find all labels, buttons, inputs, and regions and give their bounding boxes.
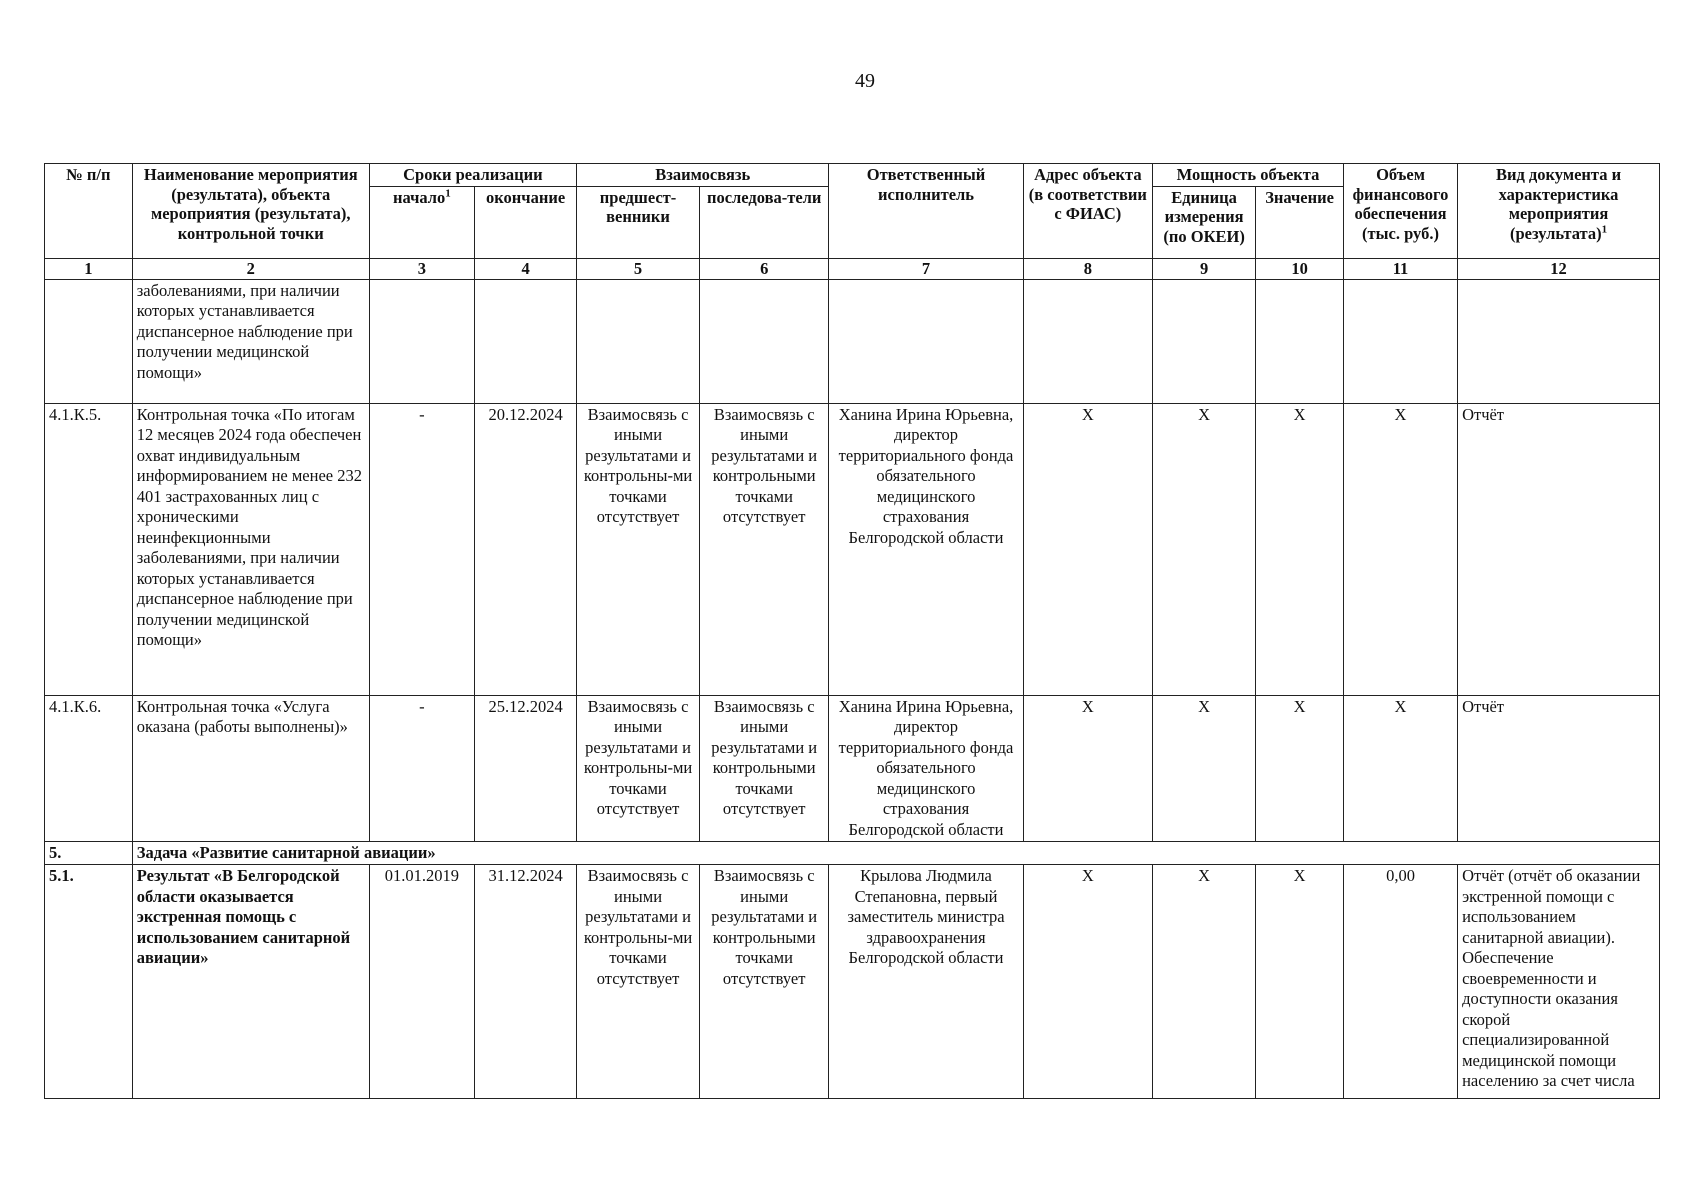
row-end xyxy=(475,279,577,403)
row-successors: Взаимосвязь с иными результатами и контрольными точками отсутствует xyxy=(699,403,828,695)
row-financing: Х xyxy=(1343,695,1457,842)
header-col-start-text: начало xyxy=(392,187,446,207)
row-value: Х xyxy=(1256,865,1344,1099)
header-row-1 xyxy=(45,164,1660,187)
row-successors: Взаимосвязь с иными результатами и контрольными точками отсутствует xyxy=(699,695,828,842)
row-end: 20.12.2024 xyxy=(475,403,577,695)
column-number: 12 xyxy=(1458,258,1660,279)
table-row xyxy=(45,279,1660,403)
header-group-links: Взаимосвязь xyxy=(577,164,829,187)
row-successors: Взаимосвязь с иными результатами и контрольными точками отсутствует xyxy=(699,865,828,1099)
header-col-financing: Объем финансового обеспечения (тыс. руб.) xyxy=(1343,164,1457,259)
row-end: 25.12.2024 xyxy=(475,695,577,842)
column-number: 7 xyxy=(829,258,1023,279)
row-unit xyxy=(1153,279,1256,403)
row-start: 01.01.2019 xyxy=(369,865,474,1099)
row-name: Результат «В Белгородской области оказывается экстренная помощь с использованием санитарной авиации» xyxy=(132,865,369,1099)
header-col-value: Значение xyxy=(1256,186,1344,258)
header-group-terms: Сроки реализации xyxy=(369,164,576,187)
column-number: 5 xyxy=(577,258,700,279)
row-responsible: Крылова Людмила Степановна, первый заместитель министра здравоохранения Белгородской области xyxy=(829,865,1023,1099)
row-end: 31.12.2024 xyxy=(475,865,577,1099)
row-value xyxy=(1256,279,1344,403)
row-number xyxy=(45,279,133,403)
row-address: Х xyxy=(1023,403,1152,695)
header-col-unit: Единица измерения (по ОКЕИ) xyxy=(1153,186,1256,258)
row-predecessors: Взаимосвязь с иными результатами и контрольны-ми точками отсутствует xyxy=(577,695,700,842)
table-row xyxy=(45,865,1660,1099)
row-address xyxy=(1023,279,1152,403)
row-value: Х xyxy=(1256,403,1344,695)
row-name: заболеваниями, при наличии которых устанавливается диспансерное наблюдение при получении медицинской помощи» xyxy=(132,279,369,403)
column-numbers-row xyxy=(45,258,1660,279)
header-group-capacity: Мощность объекта xyxy=(1153,164,1344,187)
column-number: 11 xyxy=(1343,258,1457,279)
row-number: 4.1.К.6. xyxy=(45,695,133,842)
row-start xyxy=(369,279,474,403)
section-title: Задача «Развитие санитарной авиации» xyxy=(132,842,1659,865)
column-number: 2 xyxy=(132,258,369,279)
header-col-document-footnote: 1 xyxy=(1601,223,1608,235)
page-number: 49 xyxy=(855,70,875,92)
header-col-start-footnote: 1 xyxy=(445,187,451,199)
row-responsible xyxy=(829,279,1023,403)
header-col-predecessors: предшест-венники xyxy=(577,186,700,258)
table-row xyxy=(45,695,1660,842)
row-name: Контрольная точка «По итогам 12 месяцев 2024 года обеспечен охват индивидуальным информированием не менее 232 401 застрахованных лиц с хроническими неинфекционными заболеваниями, при наличии которых устанавливается диспансерное наблюдение при получении медицинской помощи» xyxy=(132,403,369,695)
row-financing xyxy=(1343,279,1457,403)
row-address: Х xyxy=(1023,695,1152,842)
header-col-start xyxy=(369,186,474,258)
column-number: 1 xyxy=(45,258,133,279)
row-financing: 0,00 xyxy=(1343,865,1457,1099)
column-number: 10 xyxy=(1256,258,1344,279)
row-start: - xyxy=(369,403,474,695)
table-row xyxy=(45,403,1660,695)
column-number: 3 xyxy=(369,258,474,279)
row-value: Х xyxy=(1256,695,1344,842)
activities-table xyxy=(44,163,1660,1099)
row-unit: Х xyxy=(1153,403,1256,695)
section-number: 5. xyxy=(45,842,133,865)
row-document: Отчёт xyxy=(1458,403,1660,695)
column-number: 8 xyxy=(1023,258,1152,279)
row-unit: Х xyxy=(1153,865,1256,1099)
row-predecessors xyxy=(577,279,700,403)
header-col-document-text: Вид документа и характеристика мероприятия (результата) xyxy=(1495,165,1622,243)
row-document xyxy=(1458,279,1660,403)
row-financing: Х xyxy=(1343,403,1457,695)
row-unit: Х xyxy=(1153,695,1256,842)
header-col-document xyxy=(1458,164,1660,259)
row-successors xyxy=(699,279,828,403)
row-predecessors: Взаимосвязь с иными результатами и контрольны-ми точками отсутствует xyxy=(577,403,700,695)
row-predecessors: Взаимосвязь с иными результатами и контрольны-ми точками отсутствует xyxy=(577,865,700,1099)
row-name: Контрольная точка «Услуга оказана (работы выполнены)» xyxy=(132,695,369,842)
column-number: 6 xyxy=(699,258,828,279)
header-col-responsible: Ответственный исполнитель xyxy=(829,164,1023,259)
header-col-number: № п/п xyxy=(45,164,133,259)
row-start: - xyxy=(369,695,474,842)
row-number: 4.1.К.5. xyxy=(45,403,133,695)
row-responsible: Ханина Ирина Юрьевна, директор территориального фонда обязательного медицинского страхования Белгородской области xyxy=(829,695,1023,842)
row-document: Отчёт xyxy=(1458,695,1660,842)
header-col-name: Наименование мероприятия (результата), объекта мероприятия (результата), контрольной точки xyxy=(132,164,369,259)
row-responsible: Ханина Ирина Юрьевна, директор территориального фонда обязательного медицинского страхования Белгородской области xyxy=(829,403,1023,695)
header-col-address: Адрес объекта (в соответствии с ФИАС) xyxy=(1023,164,1152,259)
row-document: Отчёт (отчёт об оказании экстренной помощи с использованием санитарной авиации). Обеспечение своевременности и доступности оказания скорой специализированной медицинской помощи населению за счет числа xyxy=(1458,865,1660,1099)
column-number: 4 xyxy=(475,258,577,279)
header-col-end: окончание xyxy=(475,186,577,258)
row-number: 5.1. xyxy=(45,865,133,1099)
column-number: 9 xyxy=(1153,258,1256,279)
header-col-successors: последова-тели xyxy=(699,186,828,258)
section-row xyxy=(45,842,1660,865)
row-address: Х xyxy=(1023,865,1152,1099)
